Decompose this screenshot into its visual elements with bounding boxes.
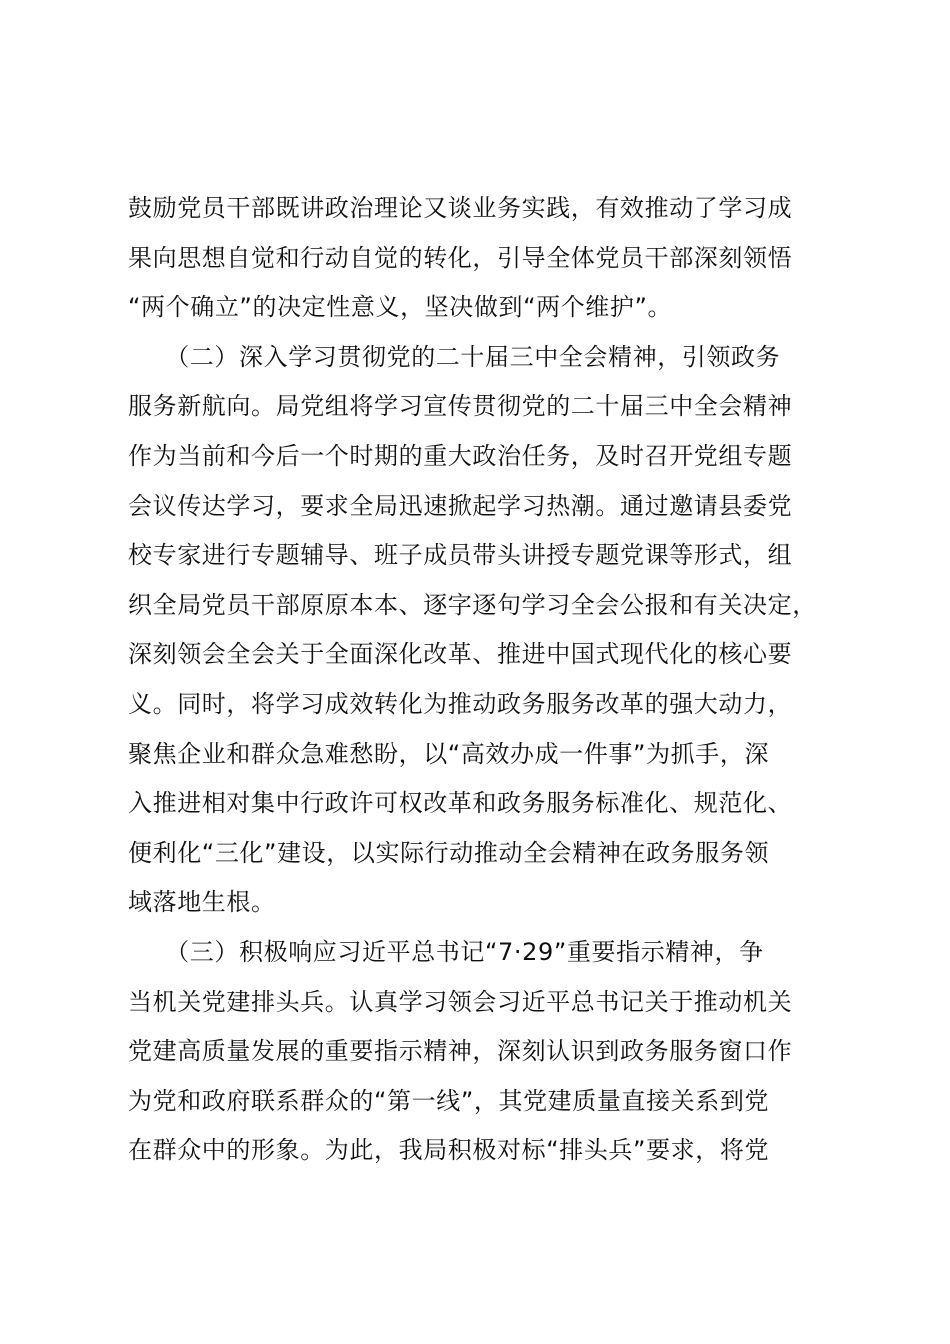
text-line: 会议传达学习，要求全局迅速掀起学习热潮。通过邀请县委党 [128, 491, 793, 520]
text-line: 聚焦企业和群众急难愁盼，以“高效办成一件事”为抓手，深 [128, 739, 770, 768]
section-heading-line: （三）积极响应习近平总书记“7·29”重要指示精神，争 [128, 937, 764, 966]
section-heading-line: （二）深入学习贯彻党的二十届三中全会精神，引领政务 [128, 342, 781, 371]
text-line: 服务新航向。局党组将学习宣传贯彻党的二十届三中全会精神 [128, 392, 793, 421]
text-line: 义。同时，将学习成效转化为推动政务服务改革的强大动力， [128, 689, 793, 718]
text-line: 校专家进行专题辅导、班子成员带头讲授专题党课等形式，组 [128, 541, 793, 570]
text-line: 当机关党建排头兵。认真学习领会习近平总书记关于推动机关 [128, 987, 793, 1016]
text-line: 鼓励党员干部既讲政治理论又谈业务实践，有效推动了学习成 [128, 194, 793, 222]
text-line: 作为当前和今后一个时期的重大政治任务，及时召开党组专题 [128, 441, 793, 470]
text-line: 党建高质量发展的重要指示精神，深刻认识到政务服务窗口作 [128, 1037, 793, 1066]
text-line: 在群众中的形象。为此，我局积极对标“排头兵”要求，将党 [128, 1136, 770, 1165]
text-line: 果向思想自觉和行动自觉的转化，引导全体党员干部深刻领悟 [128, 243, 793, 272]
text-line: 入推进相对集中行政许可权改革和政务服务标准化、规范化、 [128, 789, 793, 818]
text-line: 深刻领会全会关于全面深化改革、推进中国式现代化的核心要 [128, 640, 793, 669]
text-line: 织全局党员干部原原本本、逐字逐句学习全会公报和有关决定， [128, 590, 817, 619]
document-body [128, 184, 828, 1176]
text-line: “两个确立”的决定性意义，坚决做到“两个维护”。 [128, 293, 673, 322]
text-line: 域落地生根。 [128, 888, 276, 917]
text-line: 便利化“三化”建设，以实际行动推动全会精神在政务服务领 [128, 838, 770, 867]
text-line: 为党和政府联系群众的“第一线”，其党建质量直接关系到党 [128, 1086, 770, 1115]
